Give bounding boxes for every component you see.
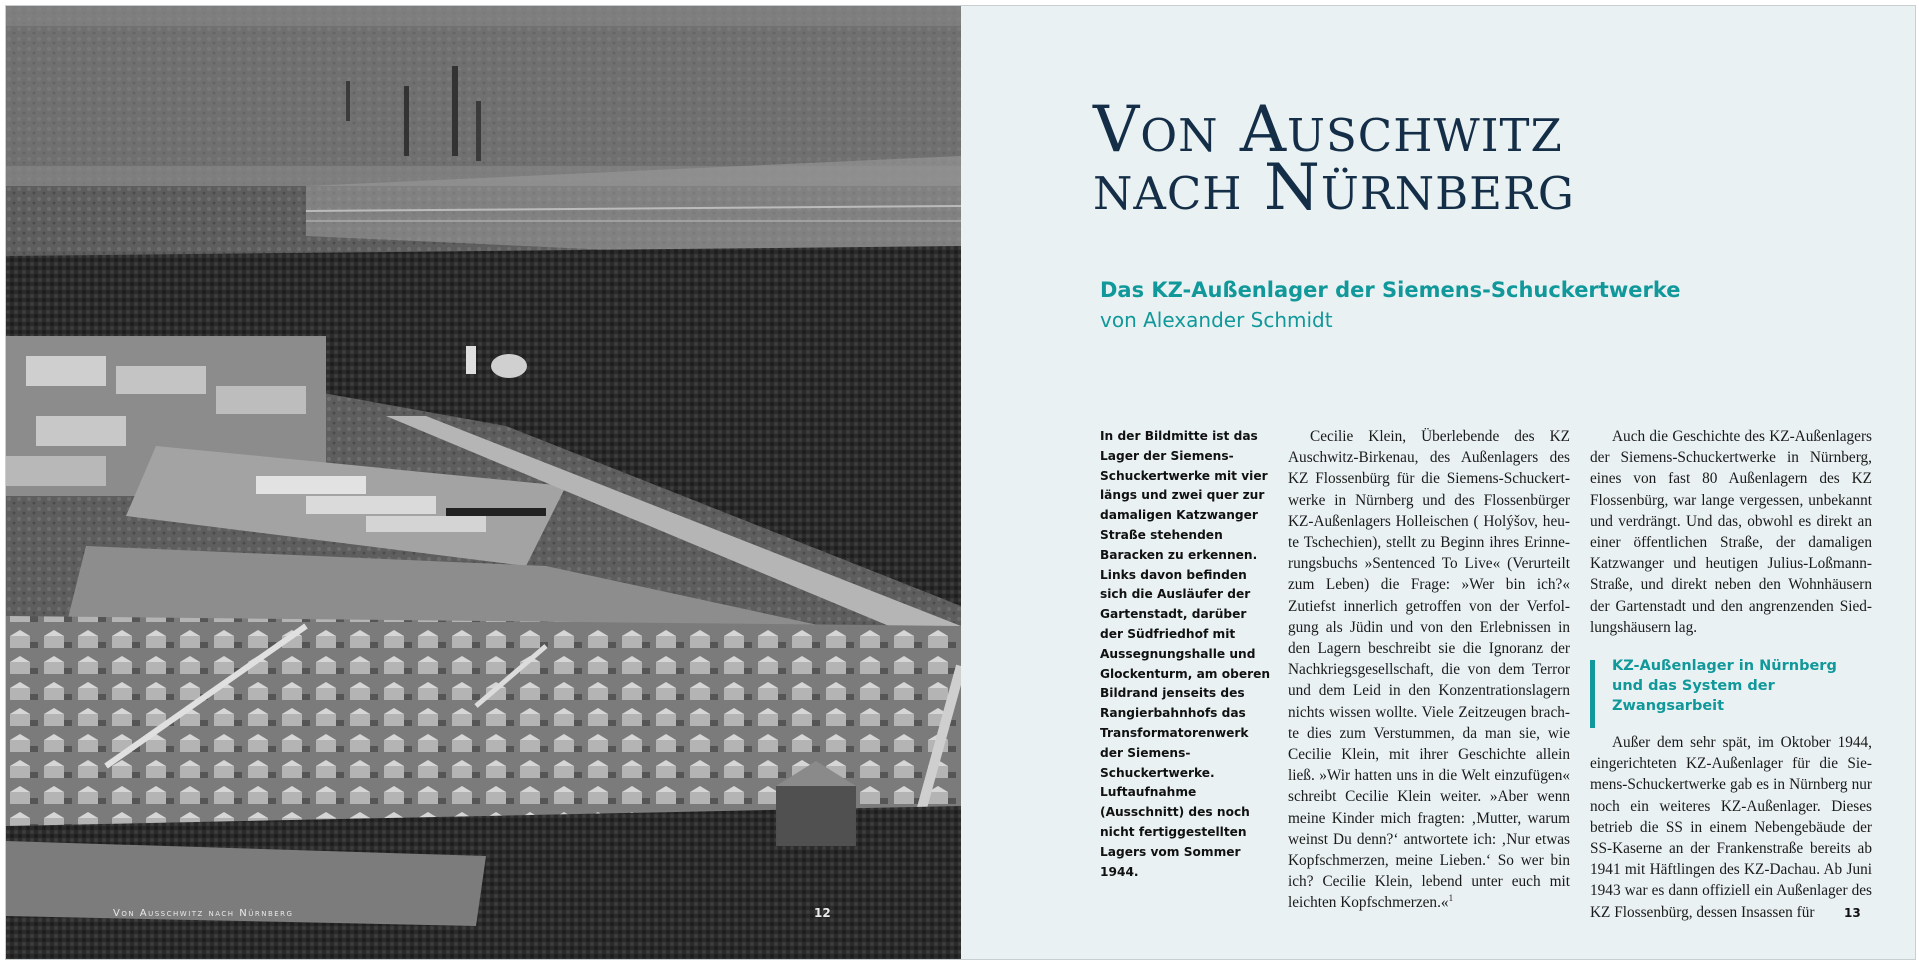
footnote-marker: 1 [1448,893,1454,904]
aerial-photo [6,6,961,960]
book-spread [5,5,1916,960]
accent-bar [1590,660,1595,728]
body-paragraph [1288,426,1570,914]
author-line: von Alexander Schmidt [1100,308,1333,332]
body-paragraph: Außer dem sehr spät, im Oktober 1944, eingerichteten KZ-Außenlager für die Siemens-Schuckertwerke gab es in Nürnberg nur noch ein weiteres KZ-Außenlager. Dieses betrieb die SS in einem Nebengebäude der SS-Kaserne an der Frankenstraße bereits ab 1941 mit Häftlingen des KZ-Dachau. Ab Juni 1943 war es dann offiziell ein Außenlager des KZ Flossenbürg, dessen Insassen für [1590,734,1872,921]
section-heading-text: KZ-Außenlager in Nürnberg und das System der Zwangsarbeit [1612,658,1837,715]
text-page [961,6,1916,960]
body-column-2 [1590,426,1872,923]
body-column-1 [1288,426,1570,914]
paragraph-text: Cecilie Klein, Überlebende des KZ Auschwitz-Birkenau, des Außenlagers des KZ Flossenbürg für die Siemens-Schuckertwerke in Nürnberg und des Flossenbürger KZ-Außenlagers Holleischen ( Holýšov, heute Tschechien), stellt zu Beginn ihres Erinnerungsbuchs »Sentenced To Live« (Verurteilt zum Leben) die Frage: »Wer bin ich?« Zutiefst innerlich getroffen von der Verfolgung als Jüdin und von den Erlebnissen in den Lagern beschreibt sie die Ignoranz der Nachkriegsgesellschaft, die von dem Terror und dem Leid in den Konzentrationslagern nichts wissen wollte. Viele Zeitzeugen brachte dies zum Verstummen, da man sie, wie Cecilie Klein, mit ihrer Geschichte allein ließ. »Wir hatten uns in die Welt einzufügen« schreibt Cecilie Klein weiter. »Aber wenn meine Kinder mich fragten: ‚Mutter, warum weinst Du denn?‘ antwortete ich: ‚Nur etwas Kopfschmerzen, meine Lieben.‘ So wer bin ich? Cecilie Klein, lebend unter euch mit leichten Kopfschmerzen.« [1288,428,1570,912]
page-number-right: 13 [1844,906,1861,920]
page-number-left: 12 [814,906,831,920]
body-paragraph: Auch die Geschichte des KZ-Außenlagers der Siemens-Schuckertwerke in Nürnberg, eines von fast 80 Außenlagern des KZ Flossenbürg, war lange vergessen, unbekannt und verdrängt. Und das, obwohl es direkt an einer öffentlichen Straße, der damaligen Katzwanger und heutigen Julius-Loßmann-Straße, und direkt neben den Wohnhäusern der Gartenstadt und den angrenzenden Siedlungshäusern lag. [1590,428,1872,636]
chapter-title: Von Auschwitz nach Nürnberg [1093,93,1575,225]
running-head: Von Ausschwitz nach Nürnberg [113,908,294,919]
aerial-photo-page [6,6,961,960]
photo-caption: In der Bildmitte ist das Lager der Siemens-Schuckertwerke mit vier längs und zwei quer zur damaligen Katzwanger Straße stehenden Baracken zu erkennen. Links davon befinden sich die Ausläufer der Gartenstadt, darüber der Südfriedhof mit Aussegnungshalle und Glockenturm, am oberen Bildrand jenseits des Rangierbahnhofs das Transformatorenwerk der Siemens-Schuckertwerke. Luftaufnahme (Ausschnitt) des noch nicht fertiggestellten Lagers vom Sommer 1944. [1100,429,1271,879]
section-heading [1590,656,1872,716]
chapter-subtitle: Das KZ-Außenlager der Siemens-Schuckertwerke [1100,278,1681,302]
